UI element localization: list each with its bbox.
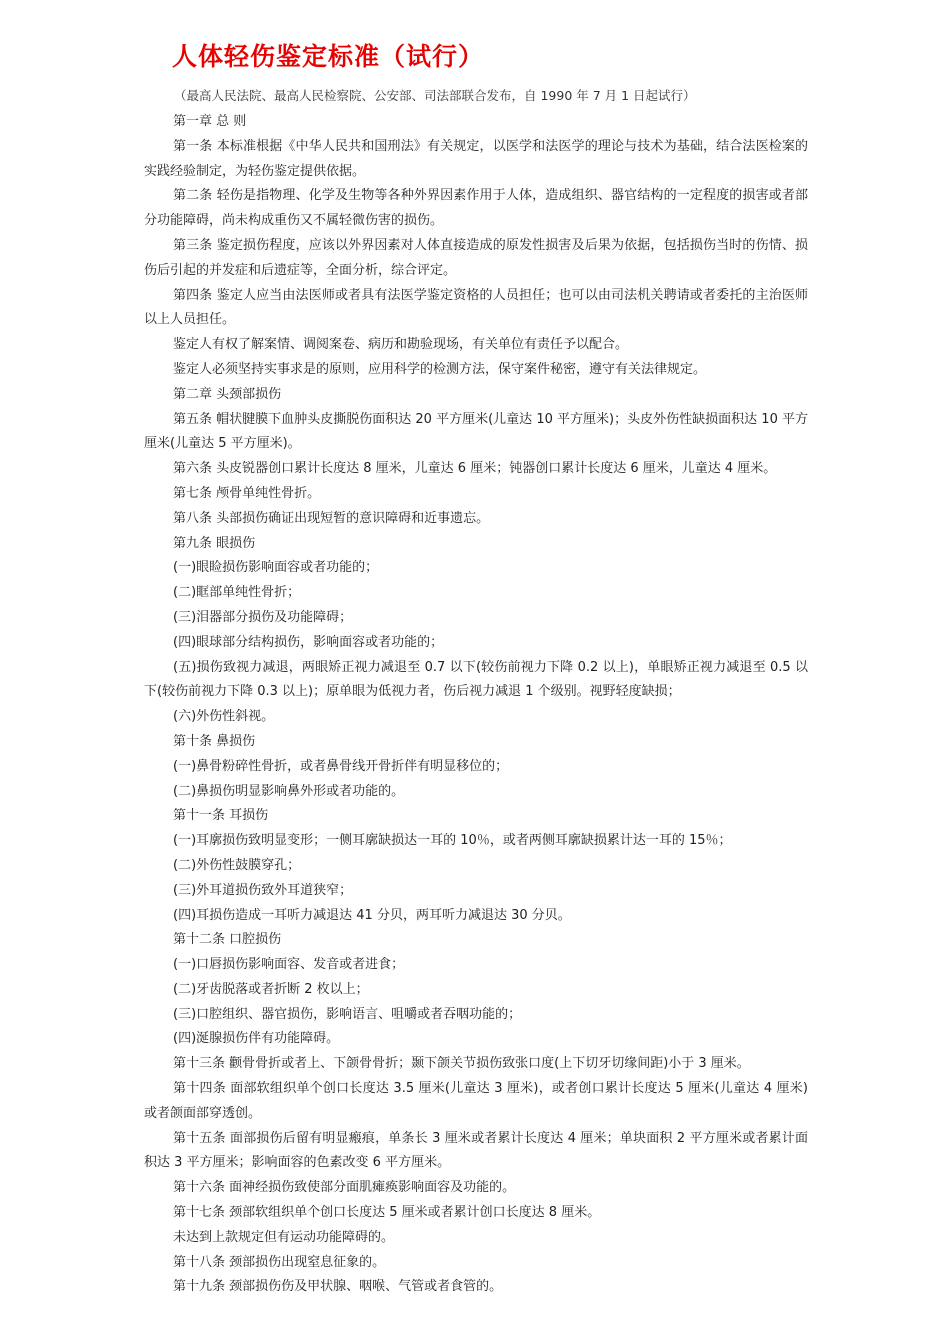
- paragraph: 第十七条 颈部软组织单个创口长度达 5 厘米或者累计创口长度达 8 厘米。: [173, 1205, 601, 1221]
- paragraph: (二)眶部单纯性骨折；: [173, 585, 301, 601]
- paragraph: 第十五条 面部损伤后留有明显瘢痕，单条长 3 厘米或者累计长度达 4 厘米；单块面积 2 平方厘米或者累计面积达 3 平方厘米；影响面容的色素改变 6 平方厘米。: [144, 1130, 808, 1171]
- paragraph: (二)鼻损伤明显影响鼻外形或者功能的。: [173, 783, 405, 799]
- paragraph: (三)泪器部分损伤及功能障碍；: [173, 609, 353, 625]
- paragraph: (四)涎腺损伤伴有功能障碍。: [173, 1031, 340, 1047]
- paragraph: 第十四条 面部软组织单个创口长度达 3.5 厘米(儿童达 3 厘米)，或者创口累计长度达 5 厘米(儿童达 4 厘米)或者颌面部穿透创。: [144, 1081, 808, 1121]
- paragraph: (四)眼球部分结构损伤，影响面容或者功能的；: [173, 634, 444, 650]
- paragraph: 第二章 头颈部损伤: [173, 386, 282, 402]
- paragraph: 第十八条 颈部损伤出现窒息征象的。: [173, 1254, 386, 1270]
- paragraph: 第十二条 口腔损伤: [173, 932, 282, 948]
- paragraph: 鉴定人必须坚持实事求是的原则，应用科学的检测方法，保守案件秘密，遵守有关法律规定。: [173, 361, 707, 377]
- paragraph: 第十条 鼻损伤: [173, 733, 256, 749]
- document-title: 人体轻伤鉴定标准（试行）: [172, 42, 485, 71]
- paragraph: 第九条 眼损伤: [173, 535, 256, 551]
- paragraph: (二)牙齿脱落或者折断 2 枚以上；: [173, 981, 369, 997]
- paragraph: 第一章 总 则: [173, 114, 247, 129]
- paragraph: 第四条 鉴定人应当由法医师或者具有法医学鉴定资格的人员担任；也可以由司法机关聘请或者委托的主治医师以上人员担任。: [144, 287, 808, 328]
- paragraph: (六)外伤性斜视。: [173, 709, 275, 725]
- paragraph: 未达到上款规定但有运动功能障碍的。: [173, 1229, 395, 1245]
- paragraph: (一)口唇损伤影响面容、发音或者进食；: [173, 957, 405, 973]
- paragraph: 第十三条 颧骨骨折或者上、下颌骨骨折；颞下颌关节损伤致张口度(上下切牙切缘间距)小于 3 厘米。: [173, 1056, 750, 1072]
- document-subtitle: （最高人民法院、最高人民检察院、公安部、司法部联合发布，自 1990 年 7 月 1 日起试行）: [174, 88, 696, 103]
- paragraph: 第十一条 耳损伤: [173, 808, 269, 824]
- paragraph: 第一条 本标准根据《中华人民共和国刑法》有关规定，以医学和法医学的理论与技术为基础，结合法医检案的实践经验制定，为轻伤鉴定提供依据。: [144, 138, 808, 179]
- paragraph: (三)口腔组织、器官损伤，影响语言、咀嚼或者吞咽功能的；: [173, 1006, 522, 1022]
- paragraph: (一)耳廓损伤致明显变形；一侧耳廓缺损达一耳的 10％，或者两侧耳廓缺损累计达一耳的 15％；: [173, 833, 732, 849]
- paragraph: (一)眼睑损伤影响面容或者功能的；: [173, 560, 379, 576]
- paragraph: (二)外伤性鼓膜穿孔；: [173, 857, 301, 873]
- paragraph: (一)鼻骨粉碎性骨折，或者鼻骨线开骨折伴有明显移位的；: [173, 758, 509, 774]
- paragraph: 鉴定人有权了解案情、调阅案卷、病历和勘验现场，有关单位有责任予以配合。: [173, 337, 629, 353]
- document-body: [144, 110, 808, 1300]
- paragraph: 第八条 头部损伤确证出现短暂的意识障碍和近事遗忘。: [173, 510, 490, 526]
- paragraph: 第五条 帽状腱膜下血肿头皮撕脱伤面积达 20 平方厘米(儿童达 10 平方厘米)；头皮外伤性缺损面积达 10 平方厘米(儿童达 5 平方厘米)。: [144, 411, 808, 452]
- paragraph: 第十六条 面神经损伤致使部分面肌瘫痪影响面容及功能的。: [173, 1180, 516, 1196]
- paragraph: 第十九条 颈部损伤伤及甲状腺、咽喉、气管或者食管的。: [173, 1279, 503, 1295]
- paragraph: (三)外耳道损伤致外耳道狭窄；: [173, 882, 353, 898]
- paragraph: 第二条 轻伤是指物理、化学及生物等各种外界因素作用于人体，造成组织、器官结构的一定程度的损害或者部分功能障碍，尚未构成重伤又不属轻微伤害的损伤。: [144, 188, 808, 229]
- paragraph: 第三条 鉴定损伤程度，应该以外界因素对人体直接造成的原发性损害及后果为依据，包括损伤当时的伤情、损伤后引起的并发症和后遗症等，全面分析，综合评定。: [144, 237, 808, 278]
- paragraph: (四)耳损伤造成一耳听力减退达 41 分贝，两耳听力减退达 30 分贝。: [173, 907, 571, 923]
- paragraph: 第七条 颅骨单纯性骨折。: [173, 485, 321, 501]
- paragraph: (五)损伤致视力减退，两眼矫正视力减退至 0.7 以下(较伤前视力下降 0.2 以上)，单眼矫正视力减退至 0.5 以下(较伤前视力下降 0.3 以上)；原单眼为低视力者，伤后视力减退 1 个级别。视野轻度缺损；: [144, 659, 808, 700]
- paragraph: 第六条 头皮锐器创口累计长度达 8 厘米，儿童达 6 厘米；钝器创口累计长度达 6 厘米，儿童达 4 厘米。: [173, 461, 777, 477]
